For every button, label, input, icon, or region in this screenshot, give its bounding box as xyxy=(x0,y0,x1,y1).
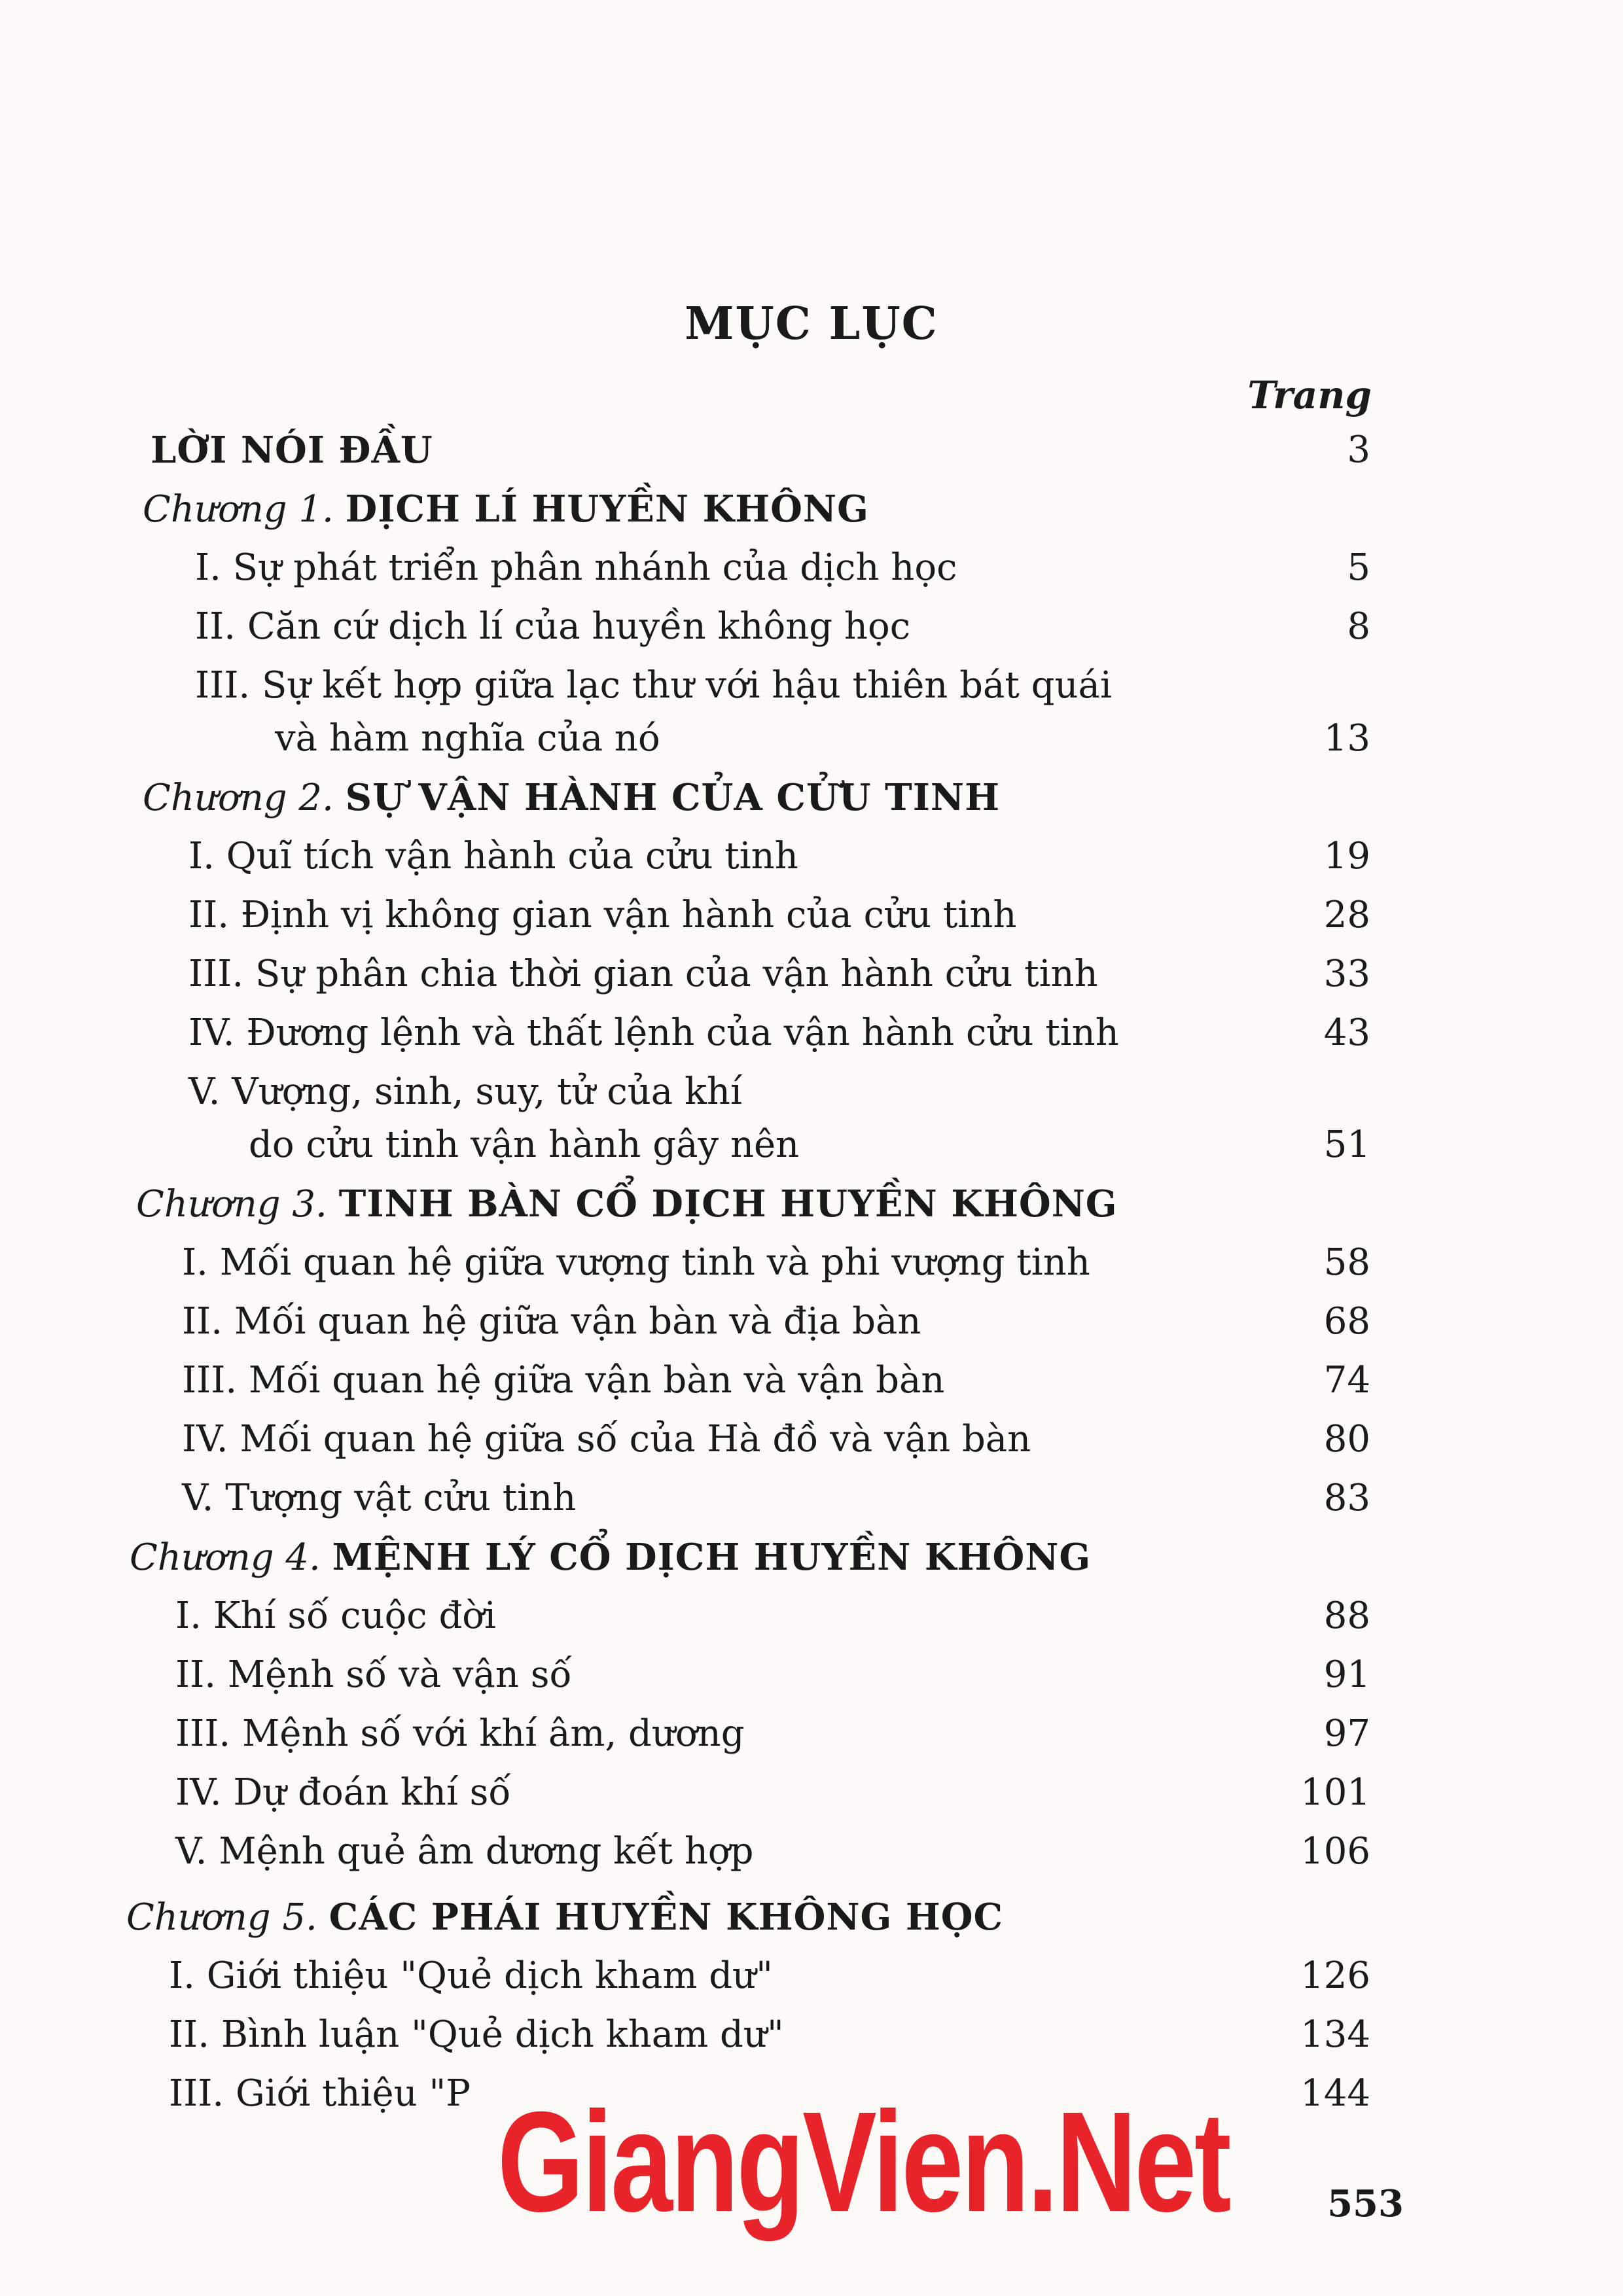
toc-entry xyxy=(0,1767,1623,1819)
toc-entry xyxy=(0,830,1623,883)
toc-entry xyxy=(0,542,1623,594)
toc-entry-text: V. Mệnh quẻ âm dương kết hợp xyxy=(175,1830,754,1873)
toc-entry-text-cont: và hàm nghĩa của nó xyxy=(275,717,660,760)
toc-page-ref: 8 xyxy=(1347,605,1370,648)
toc-chapter-heading xyxy=(0,1531,1623,1583)
toc-entry-text: V. Vượng, sinh, suy, tử của khí xyxy=(188,1070,742,1113)
toc-page-ref: 88 xyxy=(1323,1595,1370,1637)
chapter-title: TINH BÀN CỔ DỊCH HUYỀN KHÔNG xyxy=(338,1182,1118,1226)
toc-entry-text: II. Định vị không gian vận hành của cửu tinh xyxy=(188,894,1017,936)
toc-entry-continuation xyxy=(0,1119,1623,1171)
chapter-label: Chương 2. xyxy=(143,777,334,819)
toc-entry-text: II. Mối quan hệ giữa vận bàn và địa bàn xyxy=(182,1300,921,1343)
toc-page-ref: 126 xyxy=(1300,1954,1370,1997)
chapter-heading-text xyxy=(143,483,869,536)
chapter-heading-text xyxy=(136,1178,1118,1231)
toc-entry-text-cont: do cửu tinh vận hành gây nên xyxy=(249,1123,800,1166)
toc-entry-text: IV. Dự đoán khí số xyxy=(175,1771,511,1814)
toc-entry xyxy=(0,1826,1623,1878)
toc-page-ref: 58 xyxy=(1323,1241,1370,1284)
toc-entry-text: II. Mệnh số và vận số xyxy=(175,1653,572,1696)
toc-chapter-heading xyxy=(0,483,1623,535)
toc-entry xyxy=(0,889,1623,942)
toc-page-ref: 97 xyxy=(1323,1712,1370,1755)
toc-entry-text: III. Sự kết hợp giữa lạc thư với hậu thiên bát quái xyxy=(195,664,1112,707)
toc-page-ref: 91 xyxy=(1323,1653,1370,1696)
toc-entry xyxy=(0,1007,1623,1059)
chapter-heading-text xyxy=(143,771,1000,824)
chapter-label: Chương 5. xyxy=(126,1896,317,1939)
toc-page-ref: 101 xyxy=(1300,1771,1370,1814)
toc-entry-text: III. Sự phân chia thời gian của vận hành cửu tinh xyxy=(188,953,1098,995)
toc-entry-text: I. Mối quan hệ giữa vượng tinh và phi vượng tinh xyxy=(182,1241,1090,1284)
toc-entry xyxy=(0,1296,1623,1348)
toc-entry-continuation xyxy=(0,713,1623,765)
toc-entry-text: III. Mệnh số với khí âm, dương xyxy=(175,1712,745,1755)
chapter-title: DỊCH LÍ HUYỀN KHÔNG xyxy=(345,487,869,531)
toc-entry xyxy=(0,1708,1623,1760)
toc-entry xyxy=(0,1472,1623,1525)
toc-front-label: LỜI NÓI ĐẦU xyxy=(151,429,433,472)
toc-page-ref: 3 xyxy=(1347,429,1370,471)
chapter-label: Chương 1. xyxy=(143,488,334,531)
toc-page-ref: 28 xyxy=(1323,894,1370,936)
toc-page-ref: 106 xyxy=(1300,1830,1370,1873)
toc-entry-text: I. Giới thiệu "Quẻ dịch kham dư" xyxy=(169,1954,773,1997)
toc-page-ref: 33 xyxy=(1323,953,1370,995)
chapter-title: CÁC PHÁI HUYỀN KHÔNG HỌC xyxy=(329,1896,1004,1939)
toc-entry xyxy=(0,660,1623,712)
chapter-heading-text xyxy=(126,1891,1003,1944)
toc-page-ref: 13 xyxy=(1323,717,1370,760)
toc-page-ref: 19 xyxy=(1323,835,1370,877)
page-number: 553 xyxy=(1327,2182,1404,2225)
toc-entry xyxy=(0,601,1623,653)
toc-entry-text: III. Giới thiệu "P xyxy=(169,2072,471,2115)
toc-chapter-heading xyxy=(0,1178,1623,1230)
toc-page-ref: 68 xyxy=(1323,1300,1370,1343)
toc-entry-text: IV. Đương lệnh và thất lệnh của vận hành cửu tinh xyxy=(188,1012,1119,1054)
toc-entry xyxy=(0,1950,1623,2002)
toc-page-ref: 134 xyxy=(1300,2013,1370,2056)
toc-entry xyxy=(0,1354,1623,1407)
chapter-heading-text xyxy=(130,1531,1091,1584)
toc-title: MỤC LỤC xyxy=(685,298,938,350)
toc-entry xyxy=(0,948,1623,1000)
toc-chapter-heading xyxy=(0,1891,1623,1943)
toc-entry-text: V. Tượng vật cửu tinh xyxy=(182,1477,577,1519)
toc-entry xyxy=(0,1066,1623,1118)
chapter-title: SỰ VẬN HÀNH CỦA CỬU TINH xyxy=(345,776,1001,819)
toc-chapter-heading xyxy=(0,771,1623,824)
toc-entry-text: II. Căn cứ dịch lí của huyền không học xyxy=(195,605,911,648)
toc-entry xyxy=(0,1413,1623,1466)
toc-entry xyxy=(0,1649,1623,1701)
toc-entry-text: I. Sự phát triển phân nhánh của dịch học xyxy=(195,546,957,589)
page-column-header: Trang xyxy=(1247,373,1372,417)
toc-entry xyxy=(0,1237,1623,1289)
chapter-title: MỆNH LÝ CỔ DỊCH HUYỀN KHÔNG xyxy=(332,1536,1092,1579)
toc-page-ref: 144 xyxy=(1300,2072,1370,2115)
toc-entry xyxy=(0,1590,1623,1642)
toc-front-entry xyxy=(0,424,1623,476)
toc-entry-text: IV. Mối quan hệ giữa số của Hà đồ và vận bàn xyxy=(182,1418,1031,1460)
toc-page-ref: 5 xyxy=(1347,546,1370,589)
toc-page-ref: 43 xyxy=(1323,1012,1370,1054)
watermark-logo: GiangVien.Net xyxy=(497,2083,1230,2242)
toc-page-ref: 80 xyxy=(1323,1418,1370,1460)
toc-entry-text: II. Bình luận "Quẻ dịch kham dư" xyxy=(169,2013,784,2056)
toc-page-ref: 83 xyxy=(1323,1477,1370,1519)
chapter-label: Chương 4. xyxy=(130,1536,321,1579)
toc-entry xyxy=(0,2009,1623,2061)
toc-entry-text: III. Mối quan hệ giữa vận bàn và vận bàn xyxy=(182,1359,945,1402)
chapter-label: Chương 3. xyxy=(136,1183,327,1226)
toc-page-ref: 51 xyxy=(1323,1123,1370,1166)
toc-page-ref: 74 xyxy=(1323,1359,1370,1402)
toc-entry-text: I. Khí số cuộc đời xyxy=(175,1595,496,1637)
toc-entry-text: I. Quĩ tích vận hành của cửu tinh xyxy=(188,835,798,877)
